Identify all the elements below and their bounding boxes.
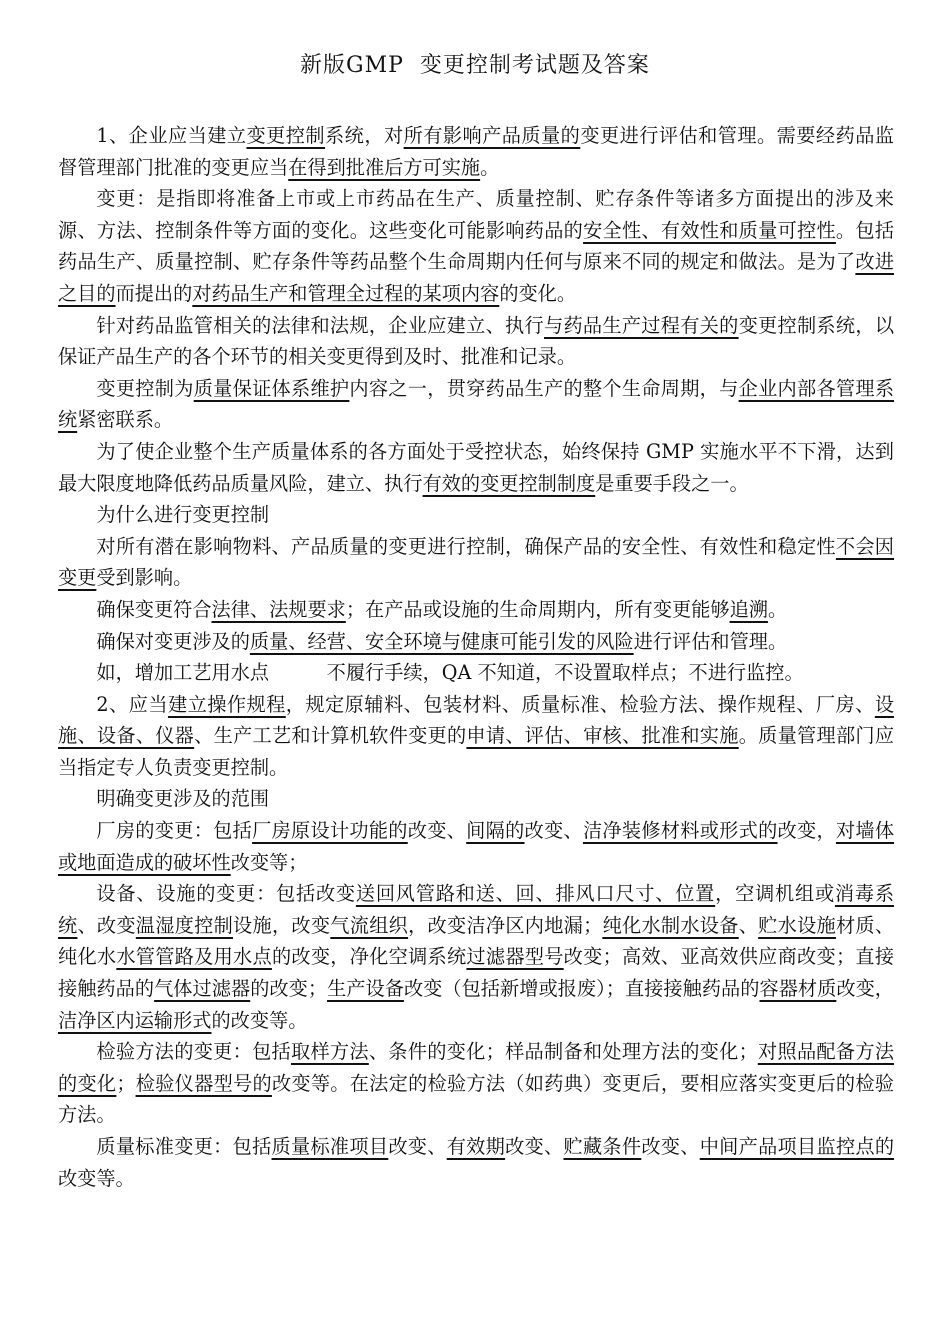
underlined-text: 改进之目的	[58, 250, 895, 305]
underlined-text: 有效的变更控制制度	[422, 471, 596, 495]
text-segment: ，空调机组或	[715, 882, 835, 906]
underlined-text: 法律、法规要求	[211, 597, 346, 621]
underlined-text: 送回风管路和送、回、排风口尺寸、位置	[355, 882, 716, 906]
underlined-text: 对照品配备方法的变化	[58, 1040, 895, 1095]
document-title: 新版GMP 变更控制考试题及答案	[300, 53, 650, 78]
underlined-text: 贮藏条件	[563, 1135, 642, 1158]
underlined-text: 追溯	[729, 597, 768, 621]
underlined-text: 中间产品项目监控点的	[699, 1135, 895, 1158]
text-segment: 受到影响。	[96, 566, 193, 590]
text-segment: 1、企业应当建立	[96, 124, 247, 147]
text-segment: 确保变更符合	[96, 597, 212, 621]
text-segment: 为了使企业整个生产质量体系的各方面处于受控状态，始终保持 GMP 实施水平不下滑，达到最大限度地降低药品质量风险，建立、执行	[58, 439, 894, 495]
paragraph-p7	[58, 531, 894, 594]
underlined-text: 容器材质	[759, 977, 837, 1001]
underlined-text: 水管管路及用水点	[116, 945, 272, 969]
underlined-text: 纯化水制水设备	[602, 913, 739, 937]
text-segment: 的变化。	[499, 281, 577, 305]
text-segment: ，规定原辅料、包装材料、质量标准、检验方法、操作规程、厂房、	[285, 692, 875, 716]
text-segment: 2、应当	[96, 692, 168, 716]
paragraph-p4	[58, 373, 894, 436]
text-segment: 改变，	[836, 977, 894, 1001]
underlined-text: 洁净装修材料或形式的	[582, 819, 778, 843]
text-segment: 、生产工艺和计算机软件变更的	[194, 724, 467, 748]
text-segment: 、	[738, 913, 759, 937]
text-segment: 如，增加工艺用水点 不履行手续，QA 不知道，不设置取样点；不进行监控。	[96, 661, 804, 685]
underlined-text: 所有影响产品质量的	[403, 124, 581, 147]
underlined-text: 温湿度控制	[135, 913, 234, 937]
underlined-text: 生产设备	[327, 977, 404, 1001]
paragraph-p12	[58, 783, 894, 815]
paragraph-p9	[58, 626, 894, 658]
underlined-text: 与药品生产过程有关的	[543, 313, 739, 337]
text-segment: 的改变，净化空调系统	[271, 945, 467, 969]
underlined-text: 洁净区内运输形式	[58, 1008, 212, 1032]
underlined-text: 厂房原设计功能的	[252, 819, 408, 843]
paragraph-p16	[58, 1131, 894, 1194]
paragraph-p11	[58, 689, 894, 784]
text-segment: 改变、	[505, 1135, 564, 1158]
paragraph-p2	[58, 183, 894, 309]
text-segment: 变更控制系统，以保证产品生产的各个环节的相关变更得到及时、批准和记录。	[58, 313, 895, 369]
paragraph-p3	[58, 310, 894, 373]
underlined-text: 申请、评估、审核、批准和实施	[466, 724, 739, 748]
text-segment: ，改变洁净区内地漏；	[408, 913, 603, 937]
text-segment: 变更：是指即将准备上市或上市药品在生产、质量控制、贮存条件等诸多方面提出的涉及来源、方法、控制条件等方面的变化。这些变化可能影响药品的	[58, 187, 894, 242]
text-segment: 改变；高效、亚高效供应商改变；直接接触药品的	[58, 945, 895, 1001]
text-segment: 的改变；	[250, 977, 328, 1001]
underlined-text: 消毒系统	[58, 882, 895, 937]
underlined-text: 有效期	[446, 1135, 506, 1158]
underlined-text: 取样方法	[291, 1040, 369, 1064]
text-segment: 。包括药品生产、质量控制、贮存条件等药品整个生命周期内任何与原来不同的规定和做法。是为了	[58, 218, 895, 274]
underlined-text: 对墙体或地面造成的破坏性	[58, 819, 895, 874]
text-segment: 改变、	[641, 1135, 700, 1158]
underlined-text: 质量标准项目	[271, 1135, 389, 1158]
text-segment: 设施，改变	[233, 913, 331, 937]
text-segment: 。质量管理部门应当指定专人负责变更控制。	[58, 724, 895, 779]
text-segment: 改变等。在法定的检验方法（如药典）变更后，要相应落实变更后的检验方法。	[58, 1071, 895, 1127]
underlined-text: 气流组织	[330, 913, 409, 937]
text-segment: 改变、	[388, 1135, 447, 1158]
underlined-text: 过滤器型号	[466, 945, 564, 969]
paragraph-p6	[58, 499, 894, 531]
underlined-text: 质量、经营、安全环境与健康可能引发的风险	[249, 629, 634, 653]
underlined-text: 检验仪器型号的	[135, 1071, 272, 1095]
text-segment: 进行评估和管理。	[633, 629, 788, 653]
text-segment: 内容之一，贯穿药品生产的整个生命周期，与	[349, 376, 739, 400]
underlined-text: 在得到批准后方可实施	[288, 155, 481, 179]
paragraph-p13	[58, 815, 894, 878]
underlined-text: 间隔的	[466, 819, 525, 843]
text-segment: 。	[480, 155, 500, 179]
text-segment: ；	[116, 1071, 136, 1095]
underlined-text: 贮水设施	[758, 913, 836, 937]
paragraph-p14	[58, 878, 894, 1036]
text-segment: 为什么进行变更控制	[96, 503, 270, 527]
text-segment: 对所有潜在影响物料、产品质量的变更进行控制，确保产品的安全性、有效性和稳定性	[96, 534, 836, 558]
text-segment: 厂房的变更：包括	[96, 819, 253, 843]
text-segment: 改变（包括新增或报废）；直接接触药品的	[403, 977, 760, 1001]
text-segment: 改变、	[524, 819, 583, 843]
underlined-text: 企业内部各管理系统	[58, 376, 895, 432]
text-segment: 是重要手段之一。	[595, 471, 749, 495]
underlined-text: 质量保证体系维护	[193, 376, 350, 400]
paragraph-p5	[58, 436, 894, 499]
text-segment: 、改变	[77, 913, 136, 937]
text-segment: 改变等；	[230, 850, 308, 874]
text-segment: 的改变等。	[211, 1008, 308, 1032]
underlined-text: 变更控制	[246, 124, 326, 147]
underlined-text: 气体过滤器	[154, 977, 251, 1001]
underlined-text: 建立操作规程	[167, 692, 286, 716]
text-segment: 改变等。	[58, 1166, 135, 1190]
text-segment: 、条件的变化；样品制备和处理方法的变化；	[368, 1040, 758, 1064]
text-segment: 变更进行评估和管理。需要经药品监督管理部门批准的变更应当	[58, 124, 895, 179]
text-segment: ；在产品或设施的生命周期内，所有变更能够	[345, 597, 730, 621]
paragraph-p10	[58, 657, 894, 689]
text-segment: 针对药品监管相关的法律和法规，企业应建立、执行	[96, 313, 544, 337]
text-segment: 材质、纯化水	[58, 913, 895, 969]
text-segment: 紧密联系。	[77, 408, 174, 432]
text-segment: 设备、设施的变更：包括改变	[96, 882, 356, 906]
text-segment: 而提出的	[115, 281, 193, 305]
text-segment: 检验方法的变更：包括	[96, 1040, 291, 1064]
text-segment: 变更控制为	[96, 376, 194, 400]
text-segment: 确保对变更涉及的	[96, 629, 250, 653]
text-segment: 改变，	[777, 819, 836, 843]
document-body	[58, 120, 894, 1194]
text-segment: 。	[767, 597, 788, 621]
paragraph-p15	[58, 1036, 894, 1131]
paragraph-p1	[58, 120, 894, 183]
underlined-text: 不会因变更	[58, 534, 894, 590]
text-segment: 明确变更涉及的范围	[96, 787, 270, 811]
underlined-text: 对药品生产和管理全过程的某项内容	[192, 281, 500, 305]
underlined-text: 设施、设备、仪器	[58, 692, 894, 748]
paragraph-p8	[58, 594, 894, 626]
text-segment: 质量标准变更：包括	[96, 1135, 272, 1158]
text-segment: 系统，对	[325, 124, 404, 147]
text-segment: 改变、	[407, 819, 467, 843]
underlined-text: 安全性、有效性和质量可控性	[583, 218, 836, 242]
